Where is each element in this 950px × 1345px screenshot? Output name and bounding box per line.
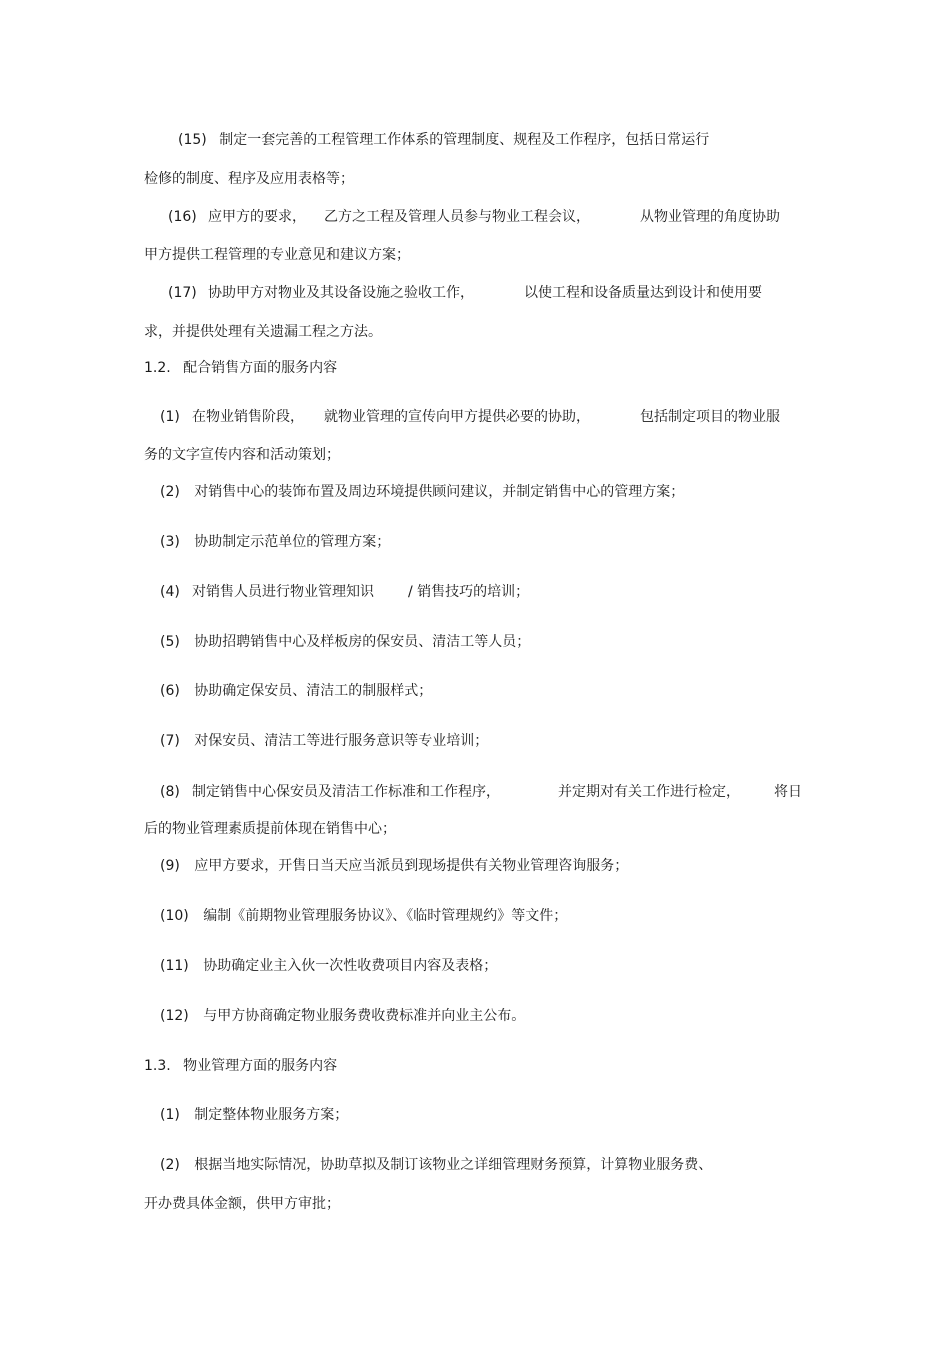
section-heading-1-2 — [144, 359, 337, 377]
item-text: 制定销售中心保安员及清洁工作标准和工作程序， — [192, 784, 500, 800]
item-text: 开办费具体金额，供甲方审批； — [144, 1196, 340, 1212]
item-number: (1) — [160, 1107, 180, 1123]
section-title: 配合销售方面的服务内容 — [183, 360, 338, 376]
item-text: 甲方提供工程管理的专业意见和建议方案； — [144, 247, 410, 263]
item-text: 在物业销售阶段， — [192, 409, 304, 425]
section-title: 物业管理方面的服务内容 — [183, 1058, 338, 1074]
section-number: 1.2. — [144, 360, 171, 376]
sales-item-7 — [160, 732, 488, 750]
paragraph-15-line-2 — [144, 170, 354, 188]
item-number: (8) — [160, 784, 180, 800]
sales-item-10 — [160, 907, 567, 925]
item-text: 对保安员、清洁工等进行服务意识等专业培训； — [194, 733, 489, 749]
sales-item-1-line-1 — [160, 408, 808, 426]
item-text: 就物业管理的宣传向甲方提供必要的协助， — [324, 409, 590, 425]
item-number: (17) — [168, 285, 197, 301]
item-number: (15) — [178, 132, 207, 148]
paragraph-17-line-2 — [144, 323, 382, 341]
item-number: (12) — [160, 1008, 189, 1024]
sales-item-8-line-1 — [160, 783, 810, 801]
section-heading-1-3 — [144, 1057, 337, 1075]
sales-item-2 — [160, 483, 684, 501]
sales-item-9 — [160, 857, 628, 875]
paragraph-17-line-1 — [168, 284, 808, 302]
paragraph-16-line-1 — [168, 208, 808, 226]
mgmt-item-2-line-2 — [144, 1195, 340, 1213]
item-text: 与甲方协商确定物业服务费收费标准并向业主公布。 — [203, 1008, 526, 1024]
item-text: 制定整体物业服务方案； — [194, 1107, 349, 1123]
item-text: 后的物业管理素质提前体现在销售中心； — [144, 821, 396, 837]
item-text: 根据当地实际情况，协助草拟及制订该物业之详细管理财务预算，计算物业服务费、 — [194, 1157, 713, 1173]
item-text: 应甲方的要求， — [208, 209, 306, 225]
item-text: 包括制定项目的物业服 — [640, 409, 780, 425]
item-text: 求，并提供处理有关遗漏工程之方法。 — [144, 324, 382, 340]
sales-item-12 — [160, 1007, 525, 1025]
item-text: 对销售人员进行物业管理知识 — [192, 584, 374, 600]
item-text: 务的文字宣传内容和活动策划； — [144, 447, 340, 463]
item-number: (4) — [160, 584, 180, 600]
item-number: (9) — [160, 858, 180, 874]
item-number: (6) — [160, 683, 180, 699]
item-text: 对销售中心的装饰布置及周边环境提供顾问建议，并制定销售中心的管理方案； — [194, 484, 685, 500]
item-text: 编制《前期物业管理服务协议》、《临时管理规约》等文件； — [203, 908, 568, 924]
item-number: (3) — [160, 534, 180, 550]
item-text: 检修的制度、程序及应用表格等； — [144, 171, 354, 187]
item-text: 以使工程和设备质量达到设计和使用要 — [524, 285, 762, 301]
item-number: (2) — [160, 484, 180, 500]
paragraph-15-line-1 — [178, 131, 709, 149]
sales-item-5 — [160, 633, 530, 651]
item-number: (10) — [160, 908, 189, 924]
item-number: (5) — [160, 634, 180, 650]
item-text: 协助招聘销售中心及样板房的保安员、清洁工等人员； — [194, 634, 531, 650]
item-text: 协助确定保安员、清洁工的制服样式； — [194, 683, 433, 699]
sales-item-11 — [160, 957, 497, 975]
item-text: 协助甲方对物业及其设备设施之验收工作， — [208, 285, 474, 301]
sales-item-1-line-2 — [144, 446, 340, 464]
item-text: 将日 — [774, 784, 802, 800]
item-number: (16) — [168, 209, 197, 225]
item-text: 并定期对有关工作进行检定， — [558, 784, 740, 800]
mgmt-item-1 — [160, 1106, 348, 1124]
item-text: 从物业管理的角度协助 — [640, 209, 780, 225]
mgmt-item-2-line-1 — [160, 1156, 712, 1174]
item-number: (1) — [160, 409, 180, 425]
item-number: (7) — [160, 733, 180, 749]
item-text: 乙方之工程及管理人员参与物业工程会议， — [324, 209, 590, 225]
item-text: 协助确定业主入伙一次性收费项目内容及表格； — [203, 958, 498, 974]
item-number: (2) — [160, 1157, 180, 1173]
sales-item-8-line-2 — [144, 820, 396, 838]
item-text: / 销售技巧的培训； — [408, 584, 530, 600]
sales-item-6 — [160, 682, 432, 700]
item-text: 制定一套完善的工程管理工作体系的管理制度、规程及工作程序，包括日常运行 — [219, 132, 710, 148]
paragraph-16-line-2 — [144, 246, 410, 264]
item-number: (11) — [160, 958, 189, 974]
item-text: 协助制定示范单位的管理方案； — [194, 534, 391, 550]
item-text: 应甲方要求，开售日当天应当派员到现场提供有关物业管理咨询服务； — [194, 858, 629, 874]
section-number: 1.3. — [144, 1058, 171, 1074]
sales-item-3 — [160, 533, 390, 551]
sales-item-4 — [160, 583, 560, 601]
